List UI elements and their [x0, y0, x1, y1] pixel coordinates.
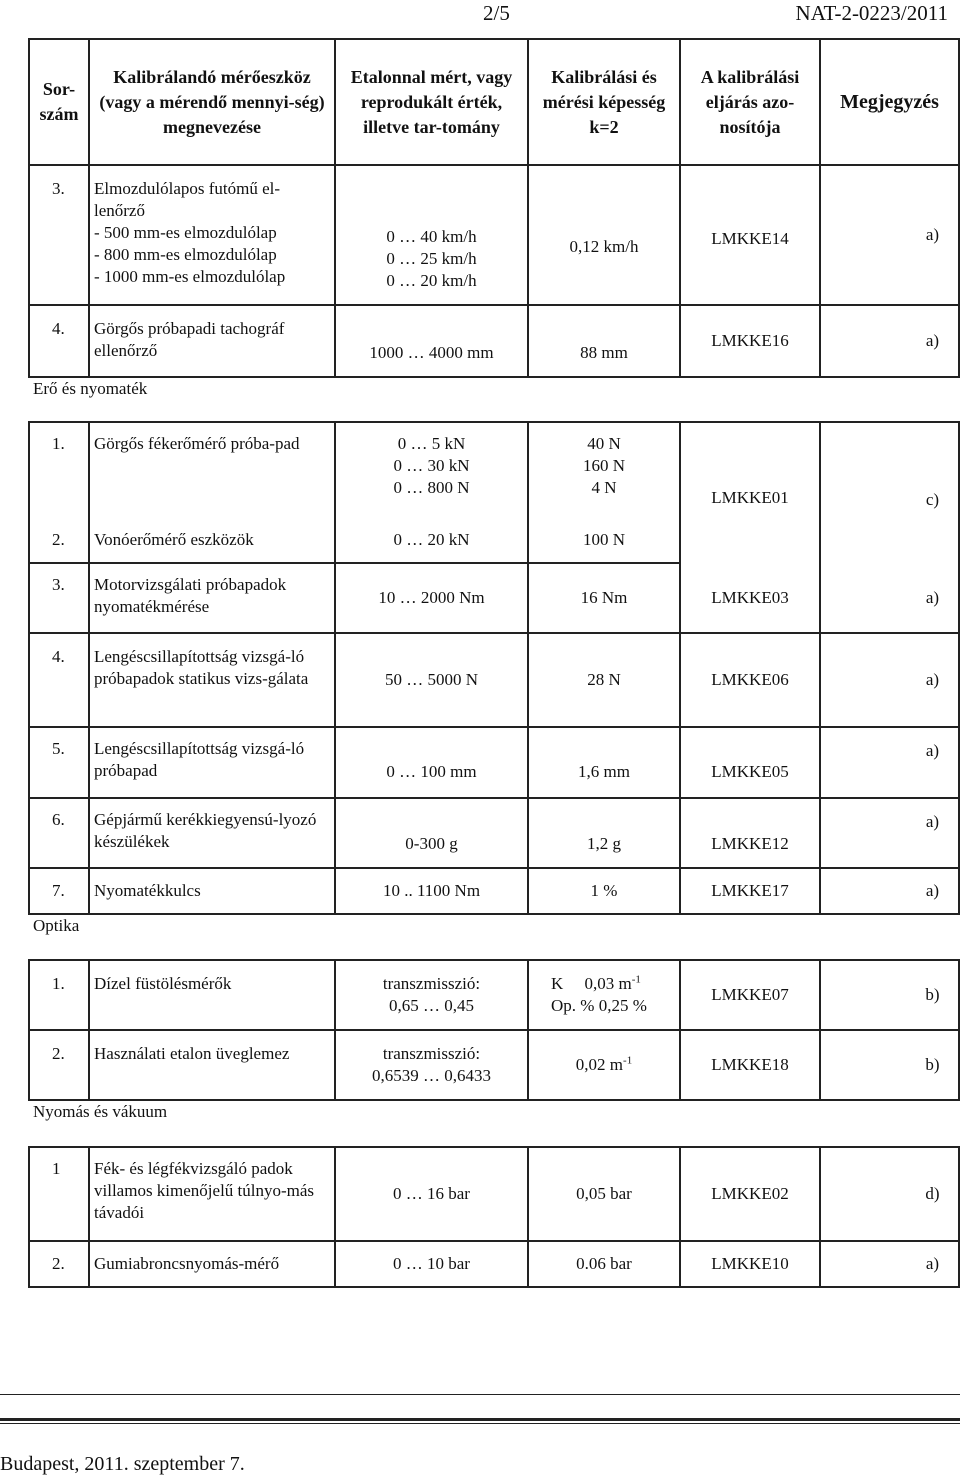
value-range — [335, 165, 528, 305]
table-header-row — [29, 39, 959, 165]
capability-line: 4 N — [591, 478, 617, 497]
col-procedure-id: A kalibrálási eljárás azo-nosítója — [680, 39, 820, 165]
remark: c) — [820, 422, 959, 563]
procedure-id: LMKKE17 — [680, 868, 820, 914]
section-row — [29, 914, 959, 960]
row-number: 2. — [29, 1241, 89, 1287]
value-range: 50 … 5000 N — [335, 633, 528, 727]
table-row — [29, 960, 959, 1030]
range-line: 0 … 40 km/h — [386, 227, 477, 246]
procedure-id: LMKKE02 — [680, 1147, 820, 1241]
range-line: 0 … 800 N — [393, 478, 470, 497]
value-range: 1000 … 4000 mm — [335, 305, 528, 377]
instrument-name: Görgős próbapadi tachográf ellenőrző — [89, 305, 335, 377]
section-row — [29, 377, 959, 422]
unit-exponent: -1 — [623, 1054, 633, 1067]
row-number: 5. — [29, 727, 89, 798]
remark: a) — [820, 563, 959, 633]
capability-value: K 0,03 m — [551, 974, 632, 993]
calibration-table — [28, 38, 960, 1288]
value-range: 0 … 100 mm — [335, 727, 528, 798]
instrument-name: Lengéscsillapítottság vizsgá-ló próbapad — [89, 727, 335, 798]
capability: 28 N — [528, 633, 680, 727]
value-range — [335, 422, 528, 517]
capability-line: 160 N — [582, 456, 626, 475]
col-serial: Sor-szám — [29, 39, 89, 165]
range-label: transzmisszió: — [382, 1044, 481, 1063]
value-range: 0 … 16 bar — [335, 1147, 528, 1241]
instrument-name: Lengéscsillapítottság vizsgá-ló próbapadok statikus vizs-gálata — [89, 633, 335, 727]
procedure-id: LMKKE12 — [680, 798, 820, 868]
row-number: 1 — [29, 1147, 89, 1241]
instrument-name: Gépjármű kerékkiegyensú-lyozó készülékek — [89, 798, 335, 868]
capability — [528, 960, 680, 1030]
document-id: NAT-2-0223/2011 — [795, 1, 948, 25]
table-row — [29, 165, 959, 305]
table-row — [29, 563, 959, 633]
row-number: 1. — [29, 960, 89, 1030]
col-value-range: Etalonnal mért, vagy reprodukált érték, illetve tar-tomány — [335, 39, 528, 165]
instrument-name: Motorvizsgálati próbapadok nyomatékmérése — [89, 563, 335, 633]
remark: b) — [820, 960, 959, 1030]
instrument-name: Használati etalon üveglemez — [89, 1030, 335, 1100]
range-line: 0,6539 … 0,6433 — [372, 1066, 491, 1085]
procedure-id: LMKKE10 — [680, 1241, 820, 1287]
section-title: Erő és nyomaték — [33, 379, 148, 398]
value-range: 0 … 10 bar — [335, 1241, 528, 1287]
value-range: 0-300 g — [335, 798, 528, 868]
footer-divider — [0, 1394, 960, 1395]
instrument-sub: - 500 mm-es elmozdulólap — [94, 223, 277, 242]
remark: b) — [820, 1030, 959, 1100]
capability-line: Op. % 0,25 % — [551, 996, 647, 1015]
capability-value: 0,02 m — [575, 1055, 624, 1074]
row-number: 4. — [29, 305, 89, 377]
row-number: 7. — [29, 868, 89, 914]
col-remark: Megjegyzés — [820, 39, 959, 165]
instrument-name: Görgős fékerőmérő próba-pad — [89, 422, 335, 517]
section-title: Nyomás és vákuum — [33, 1102, 168, 1121]
value-range: 10 … 2000 Nm — [335, 563, 528, 633]
col-capability: Kalibrálási és mérési képesség k=2 — [528, 39, 680, 165]
range-line: 0 … 25 km/h — [386, 249, 477, 268]
range-line: 0 … 30 kN — [393, 456, 470, 475]
table-row — [29, 1030, 959, 1100]
procedure-id: LMKKE18 — [680, 1030, 820, 1100]
range-line: 0 … 20 km/h — [386, 271, 477, 290]
row-number: 2. — [29, 1030, 89, 1100]
table-row — [29, 1147, 959, 1241]
section-row — [29, 1100, 959, 1147]
value-range: 0 … 20 kN — [335, 517, 528, 563]
instrument-sub: - 800 mm-es elmozdulólap — [94, 245, 277, 264]
range-label: transzmisszió: — [382, 974, 481, 993]
section-title: Optika — [33, 916, 80, 935]
remark: a) — [820, 868, 959, 914]
capability: 1,2 g — [528, 798, 680, 868]
value-range: 10 .. 1100 Nm — [335, 868, 528, 914]
row-number: 1. — [29, 422, 89, 517]
capability — [528, 1030, 680, 1100]
procedure-id: LMKKE01 — [680, 422, 820, 563]
instrument-name: Nyomatékkulcs — [89, 868, 335, 914]
capability: 0,05 bar — [528, 1147, 680, 1241]
remark: d) — [820, 1147, 959, 1241]
remark: a) — [820, 305, 959, 377]
table-row — [29, 1241, 959, 1287]
procedure-id: LMKKE14 — [680, 165, 820, 305]
remark: a) — [820, 1241, 959, 1287]
instrument-name: Dízel füstölésmérők — [89, 960, 335, 1030]
table-row — [29, 798, 959, 868]
remark: a) — [820, 633, 959, 727]
range-line: 0,65 … 0,45 — [389, 996, 474, 1015]
footer-divider — [0, 1418, 960, 1421]
range-line: 0 … 5 kN — [397, 434, 466, 453]
procedure-id: LMKKE16 — [680, 305, 820, 377]
page-number: 2/5 — [483, 1, 510, 25]
capability: 0,12 km/h — [528, 165, 680, 305]
procedure-id: LMKKE07 — [680, 960, 820, 1030]
footer-divider — [0, 1423, 960, 1424]
capability-line — [551, 973, 675, 995]
col-instrument: Kalibrálandó mérőeszköz (vagy a mérendő mennyi-ség) megnevezése — [89, 39, 335, 165]
table-row — [29, 422, 959, 517]
table-row — [29, 305, 959, 377]
instrument-sub: - 1000 mm-es elmozdulólap — [94, 267, 286, 286]
remark: a) — [820, 798, 959, 868]
instrument-name: Gumiabroncsnyomás-mérő — [89, 1241, 335, 1287]
capability: 100 N — [528, 517, 680, 563]
row-number: 6. — [29, 798, 89, 868]
capability: 1 % — [528, 868, 680, 914]
instrument-name — [89, 165, 335, 305]
value-range — [335, 960, 528, 1030]
table-row — [29, 633, 959, 727]
table-row — [29, 868, 959, 914]
row-number: 3. — [29, 165, 89, 305]
capability: 88 mm — [528, 305, 680, 377]
instrument-name: Vonóerőmérő eszközök — [89, 517, 335, 563]
capability: 16 Nm — [528, 563, 680, 633]
capability: 1,6 mm — [528, 727, 680, 798]
unit-exponent: -1 — [631, 973, 641, 986]
capability-line: 40 N — [587, 434, 621, 453]
procedure-id: LMKKE06 — [680, 633, 820, 727]
remark: a) — [820, 165, 959, 305]
capability — [528, 422, 680, 517]
instrument-name: Fék- és légfékvizsgáló padok villamos kimenőjelű túlnyo-más távadói — [89, 1147, 335, 1241]
row-number: 4. — [29, 633, 89, 727]
remark: a) — [820, 727, 959, 798]
value-range — [335, 1030, 528, 1100]
footer-place-date: Budapest, 2011. szeptember 7. — [0, 1453, 245, 1475]
procedure-id: LMKKE05 — [680, 727, 820, 798]
procedure-id: LMKKE03 — [680, 563, 820, 633]
instrument-title: Elmozdulólapos futómű el-lenőrző — [94, 179, 281, 220]
table-row — [29, 727, 959, 798]
capability: 0.06 bar — [528, 1241, 680, 1287]
row-number: 3. — [29, 563, 89, 633]
row-number: 2. — [29, 517, 89, 563]
